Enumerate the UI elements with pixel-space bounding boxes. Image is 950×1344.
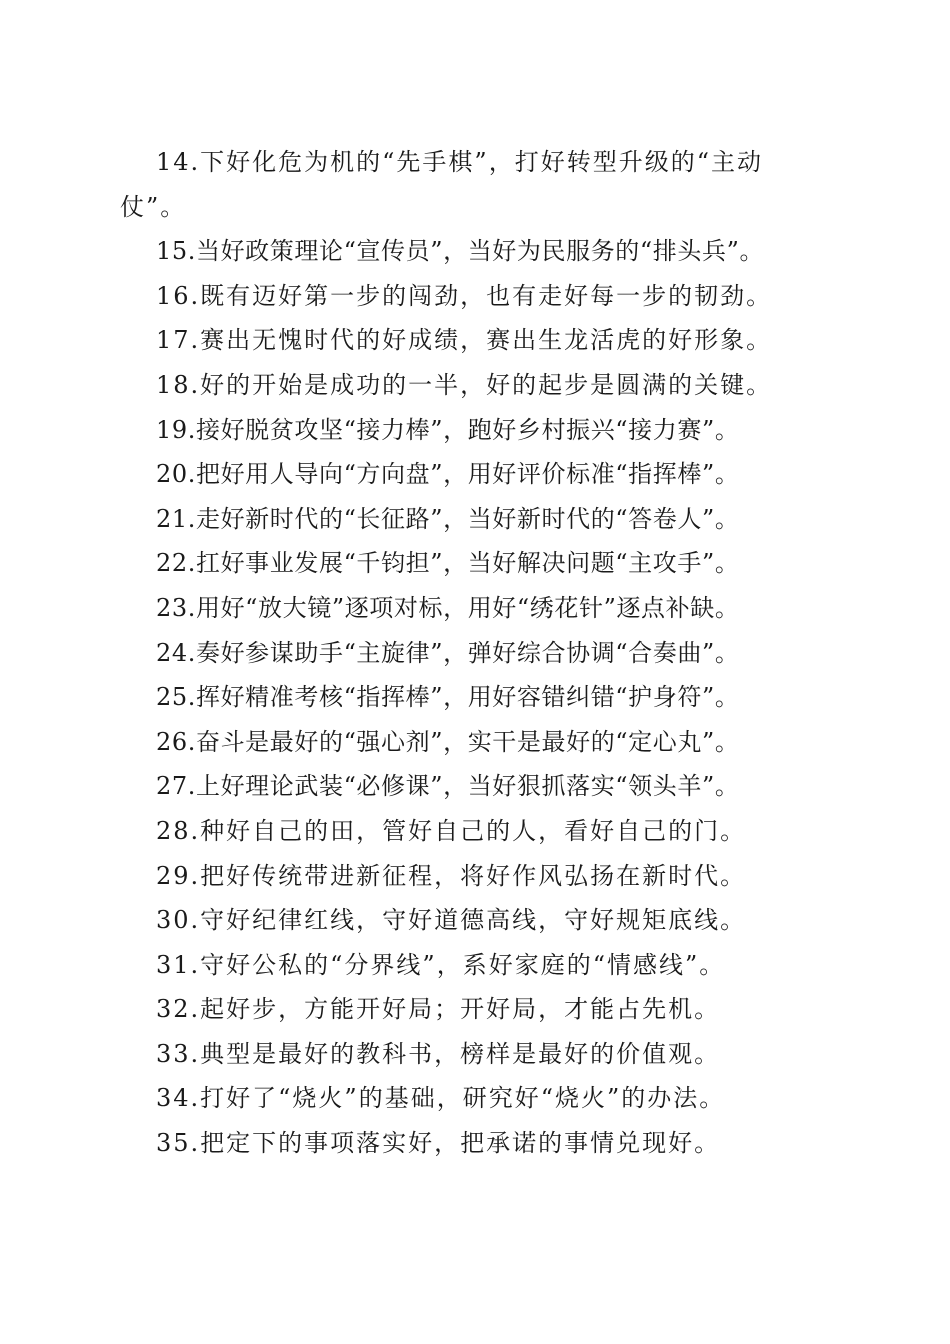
list-item-16: 16.既有迈好第一步的闯劲，也有走好每一步的韧劲。	[156, 281, 773, 310]
list-item-21: 21.走好新时代的“长征路”，当好新时代的“答卷人”。	[156, 504, 740, 533]
list-item-17: 17.赛出无愧时代的好成绩，赛出生龙活虎的好形象。	[156, 326, 773, 355]
list-item-34: 34.打好了“烧火”的基础，研究好“烧火”的办法。	[156, 1084, 726, 1113]
list-item-24: 24.奏好参谋助手“主旋律”，弹好综合协调“合奏曲”。	[156, 638, 740, 667]
list-item-25: 25.挥好精准考核“指挥棒”，用好容错纠错“护身符”。	[156, 683, 740, 712]
list-item-31: 31.守好公私的“分界线”，系好家庭的“情感线”。	[156, 950, 726, 979]
list-item-18: 18.好的开始是成功的一半，好的起步是圆满的关键。	[156, 370, 773, 399]
list-item-33: 33.典型是最好的教科书，榜样是最好的价值观。	[156, 1039, 721, 1068]
list-item-35: 35.把定下的事项落实好，把承诺的事情兑现好。	[156, 1129, 721, 1158]
list-item-32: 32.起好步，方能开好局；开好局，才能占先机。	[156, 995, 721, 1024]
document-body	[120, 140, 830, 1166]
list-item-14-continuation: 仗”。	[120, 192, 187, 221]
list-item-29: 29.把好传统带进新征程，将好作风弘扬在新时代。	[156, 861, 747, 890]
list-item-27: 27.上好理论武装“必修课”，当好狠抓落实“领头羊”。	[156, 772, 740, 801]
list-item-28: 28.种好自己的田，管好自己的人，看好自己的门。	[156, 816, 747, 845]
list-item-22: 22.扛好事业发展“千钧担”，当好解决问题“主攻手”。	[156, 549, 740, 578]
list-item-19: 19.接好脱贫攻坚“接力棒”，跑好乡村振兴“接力赛”。	[156, 415, 740, 444]
list-item-23: 23.用好“放大镜”逐项对标，用好“绣花针”逐点补缺。	[156, 593, 740, 622]
list-item-26: 26.奋斗是最好的“强心剂”，实干是最好的“定心丸”。	[156, 727, 740, 756]
list-item-30: 30.守好纪律红线，守好道德高线，守好规矩底线。	[156, 906, 747, 935]
list-item-15: 15.当好政策理论“宣传员”，当好为民服务的“排头兵”。	[156, 237, 765, 266]
list-item-20: 20.把好用人导向“方向盘”，用好评价标准“指挥棒”。	[156, 460, 740, 489]
list-item-14: 14.下好化危为机的“先手棋”，打好转型升级的“主动	[156, 148, 763, 176]
